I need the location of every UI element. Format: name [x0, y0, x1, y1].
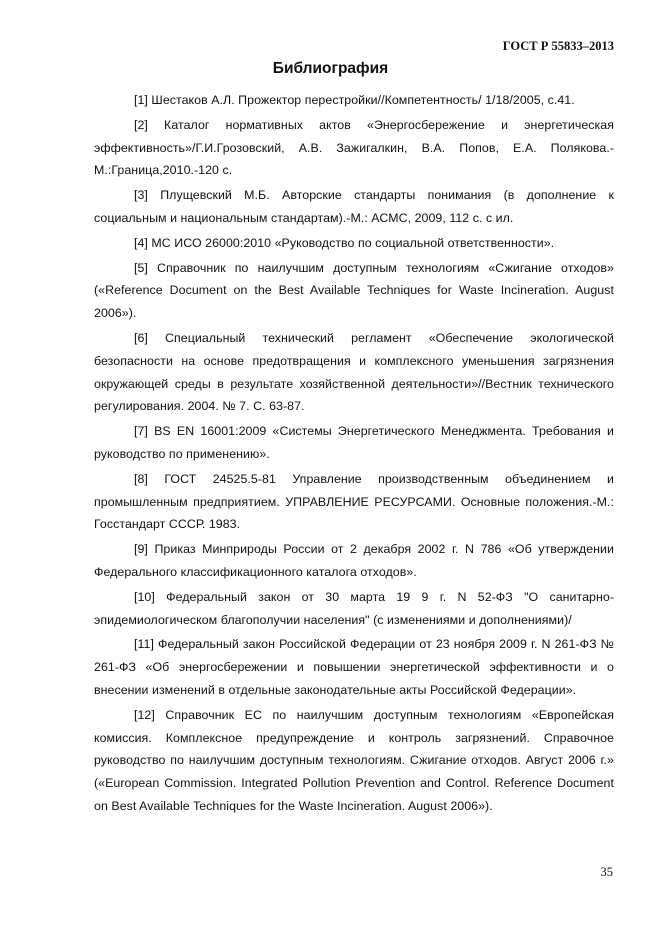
bibliography-item-5: [5] Справочник по наилучшим доступным технологиям «Сжигание отходов» («Reference Document on the Best Available Techniques for Waste Incineration. August 2006»).: [94, 260, 614, 321]
bibliography-item-10: [10] Федеральный закон от 30 марта 19 9 г. N 52-ФЗ "О санитарно-эпидемиологическом благополучии населения" (с изменениями и дополнениями)/: [94, 589, 614, 627]
bibliography-item-2: [2] Каталог нормативных актов «Энергосбережение и энергетическая эффективность»/Г.И.Грозовский, А.В. Зажигалкин, В.А. Попов, Е.А. Полякова.- М.:Граница,2010.-120 с.: [94, 117, 614, 178]
bibliography-item-4: [4] МС ИСО 26000:2010 «Руководство по социальной ответственности».: [134, 235, 555, 250]
bibliography-item-1: [1] Шестаков А.Л. Прожектор перестройки//Компетентность/ 1/18/2005, с.41.: [134, 93, 575, 107]
bibliography-list: [94, 89, 614, 820]
page-number: 35: [600, 865, 613, 879]
bibliography-item-6: [6] Специальный технический регламент «Обеспечение экологической безопасности на основе предотвращения и комплексного уменьшения загрязнения окружающей среды в результате хозяйственной деятельности»//Вестник технического регулирования. 2004. № 7. С. 63-87.: [94, 330, 614, 414]
bibliography-item-8: [8] ГОСТ 24525.5-81 Управление производственным объединением и промышленным предприятием. УПРАВЛЕНИЕ РЕСУРСАМИ. Основные положения.-М.: Госстандарт СССР. 1983.: [94, 471, 614, 532]
bibliography-item-7: [7] BS EN 16001:2009 «Системы Энергетического Менеджмента. Требования и руководство по применению».: [94, 424, 614, 461]
bibliography-item-3: [3] Плущевский М.Б. Авторские стандарты понимания (в дополнение к социальным и национальным стандартам).-М.: АСМС, 2009, 112 с. с ил.: [94, 188, 614, 225]
page-title: Библиография: [272, 60, 389, 77]
document-header: ГОСТ Р 55833–2013: [502, 39, 614, 53]
bibliography-item-11: [11] Федеральный закон Российской Федерации от 23 ноября 2009 г. N 261-ФЗ № 261-ФЗ «Об энергосбережении и повышении энергетической эффективности и о внесении изменений в отдельные законодательные акты Российской Федерации».: [94, 637, 614, 697]
bibliography-item-9: [9] Приказ Минприроды России от 2 декабря 2002 г. N 786 «Об утверждении Федерального классификационного каталога отходов».: [94, 542, 614, 579]
bibliography-item-12: [12] Справочник ЕС по наилучшим доступным технологиям «Европейская комиссия. Комплексное предупреждение и контроль загрязнений. Справочное руководство по наилучшим доступным технологиям. Сжигание отходов. Август 2006 г.» («European Commission. Integrated Pollution Prevention and Control. Reference Document on Best Available Techniques for the Waste Incineration. August 2006»).: [94, 707, 614, 813]
